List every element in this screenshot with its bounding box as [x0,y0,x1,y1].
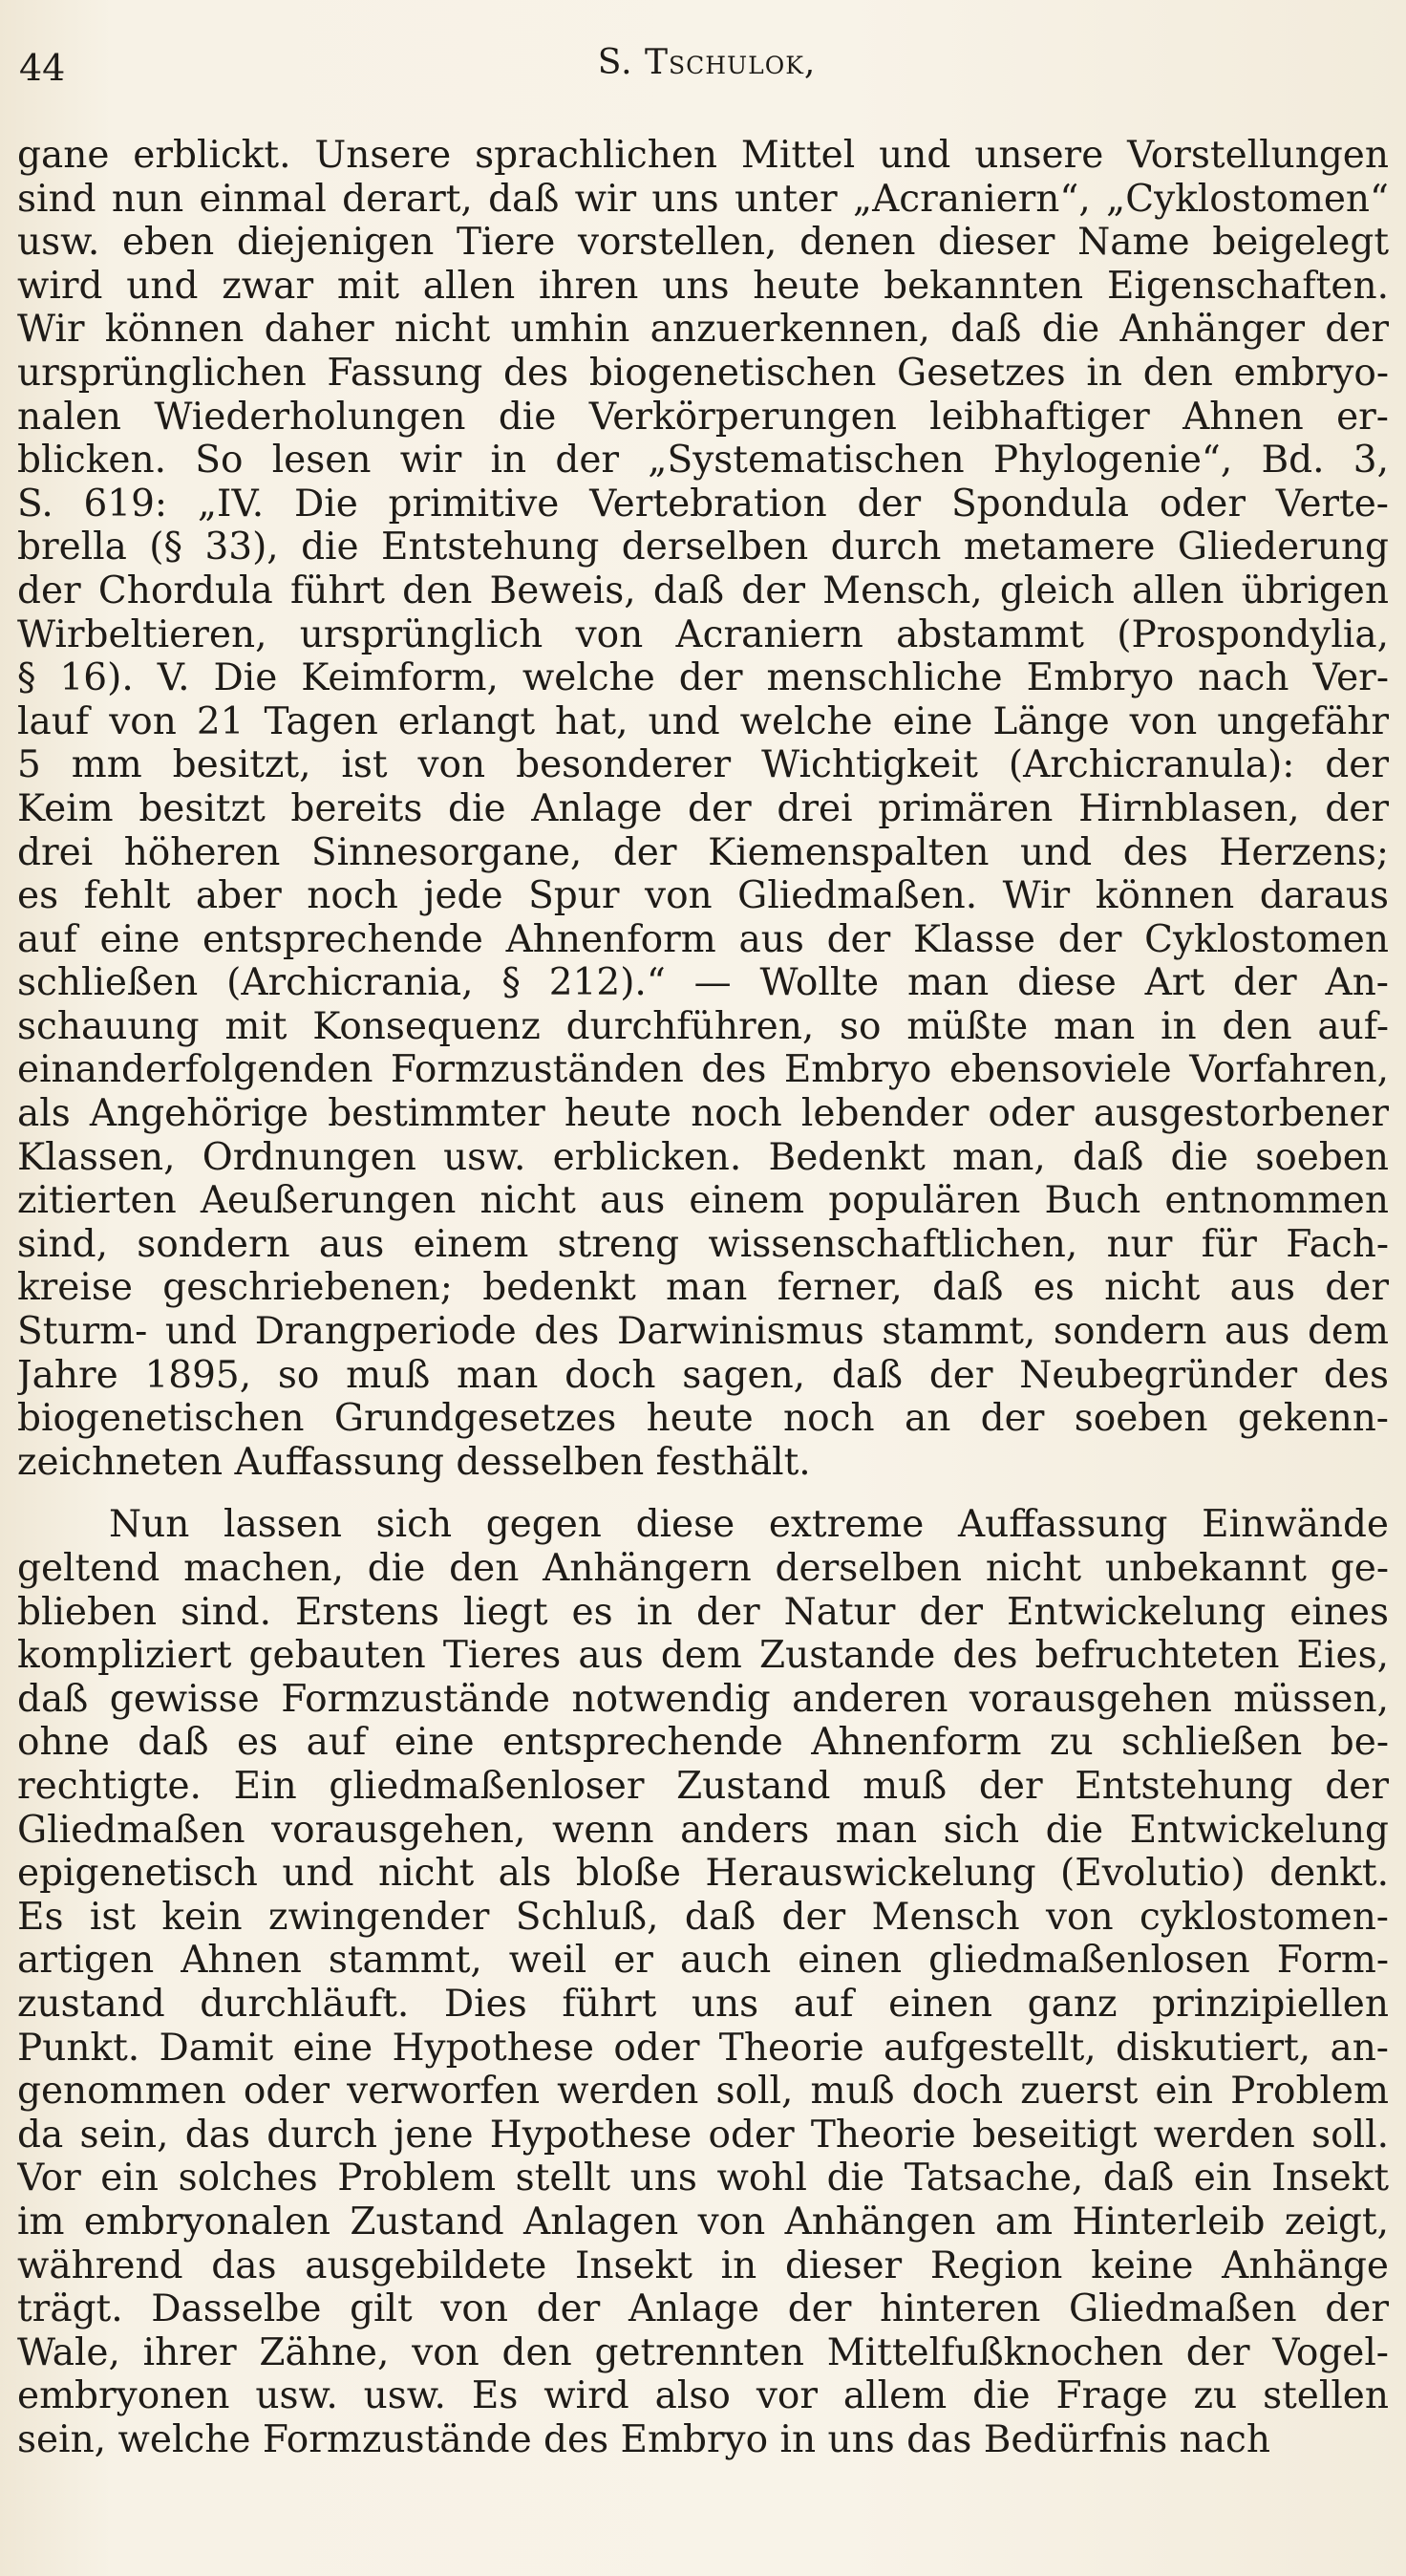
text-line: usw. eben diejenigen Tiere vorstellen, denen dieser Name beigelegt [17,221,1389,265]
text-line: ohne daß es auf eine entsprechende Ahnenform zu schließen be- [17,1721,1389,1765]
text-line: 5 mm besitzt, ist von besonderer Wichtigkeit (Archicranula): der [17,743,1389,787]
text-line: § 16). V. Die Keimform, welche der menschliche Embryo nach Ver- [17,656,1389,700]
text-line: kreise geschriebenen; bedenkt man ferner, daß es nicht aus der [17,1266,1389,1310]
text-line: als Angehörige bestimmter heute noch lebender oder ausgestorbener [17,1092,1389,1136]
text-line: einanderfolgenden Formzuständen des Embryo ebensoviele Vorfahren, [17,1048,1389,1092]
text-line: lauf von 21 Tagen erlangt hat, und welche eine Länge von ungefähr [17,699,1389,743]
text-line: kompliziert gebauten Tieres aus dem Zustande des befruchteten Eies, [17,1634,1389,1678]
page-header [19,36,1395,94]
text-line: nalen Wiederholungen die Verkörperungen leibhaftiger Ahnen er- [17,395,1389,439]
text-line: Klassen, Ordnungen usw. erblicken. Bedenkt man, daß die soeben [17,1135,1389,1179]
text-line: sind, sondern aus einem streng wissenschaftlichen, nur für Fach- [17,1222,1389,1266]
text-line: Keim besitzt bereits die Anlage der drei primären Hirnblasen, der [17,786,1389,830]
text-line: gane erblickt. Unsere sprachlichen Mittel und unsere Vorstellungen [17,134,1389,177]
running-head: S. Tschulok, [597,43,817,82]
text-line: genommen oder verworfen werden soll, muß doch zuerst ein Problem [17,2070,1389,2114]
text-line: trägt. Dasselbe gilt von der Anlage der hinteren Gliedmaßen der [17,2287,1389,2331]
text-line: Wirbeltieren, ursprünglich von Acraniern abstammt (Prospondylia, [17,612,1389,656]
text-line: drei höheren Sinnesorgane, der Kiemenspalten und des Herzens; [17,830,1389,874]
text-line: rechtigte. Ein gliedmaßenloser Zustand muß der Entstehung der [17,1764,1389,1808]
text-line: es fehlt aber noch jede Spur von Gliedmaßen. Wir können daraus [17,874,1389,918]
text-line: Sturm- und Drangperiode des Darwinismus stammt, sondern aus dem [17,1310,1389,1354]
text-line: zustand durchläuft. Dies führt uns auf einen ganz prinzipiellen [17,1982,1389,2026]
text-line: zeichneten Auffassung desselben festhält. [17,1440,811,1484]
text-line: wird und zwar mit allen ihren uns heute bekannten Eigenschaften. [17,264,1389,308]
text-line: Es ist kein zwingender Schluß, daß der Mensch von cyklostomen- [17,1895,1389,1939]
text-line: artigen Ahnen stammt, weil er auch einen gliedmaßenlosen Form- [17,1939,1389,1983]
paragraph-gap [17,1484,1389,1503]
text-line: Vor ein solches Problem stellt uns wohl die Tatsache, daß ein Insekt [17,2157,1389,2200]
text-line: biogenetischen Grundgesetzes heute noch an der soeben gekenn- [17,1397,1389,1441]
text-line: Punkt. Damit eine Hypothese oder Theorie aufgestellt, diskutiert, an- [17,2026,1389,2070]
text-line: Gliedmaßen vorausgehen, wenn anders man sich die Entwickelung [17,1808,1389,1852]
text-line: auf eine entsprechende Ahnenform aus der Klasse der Cyklostomen [17,917,1389,961]
text-line: embryonen usw. usw. Es wird also vor allem die Frage zu stellen [17,2374,1389,2418]
text-line: ursprünglichen Fassung des biogenetischen Gesetzes in den embryo- [17,351,1389,395]
text-line: brella (§ 33), die Entstehung derselben durch metamere Gliederung [17,526,1389,569]
text-line: epigenetisch und nicht als bloße Herauswickelung (Evolutio) denkt. [17,1852,1389,1896]
text-line: Nun lassen sich gegen diese extreme Auffassung Einwände [109,1503,1389,1547]
text-line: da sein, das durch jene Hypothese oder Theorie beseitigt werden soll. [17,2113,1389,2157]
text-line: Wale, ihrer Zähne, von den getrennten Mittelfußknochen der Vogel- [17,2330,1389,2374]
body-text [17,134,1389,2461]
text-line: blieben sind. Erstens liegt es in der Natur der Entwickelung eines [17,1590,1389,1634]
text-line: im embryonalen Zustand Anlagen von Anhängen am Hinterleib zeigt, [17,2200,1389,2243]
text-line: sein, welche Formzustände des Embryo in uns das Bedürfnis nach [17,2417,1270,2461]
text-line: schließen (Archicrania, § 212).“ — Wollte man diese Art der An- [17,961,1389,1005]
text-line: zitierten Aeußerungen nicht aus einem populären Buch entnommen [17,1179,1389,1223]
text-line: Jahre 1895, so muß man doch sagen, daß der Neubegründer des [17,1353,1389,1397]
text-line: sind nun einmal derart, daß wir uns unter „Acraniern“, „Cyklostomen“ [17,177,1389,221]
text-line: S. 619: „IV. Die primitive Vertebration der Spondula oder Verte- [17,482,1389,526]
text-line: während das ausgebildete Insekt in dieser Region keine Anhänge [17,2243,1389,2287]
text-line: geltend machen, die den Anhängern derselben nicht unbekannt ge- [17,1547,1389,1590]
text-line: Wir können daher nicht umhin anzuerkennen, daß die Anhänger der [17,308,1389,352]
paragraph [17,134,1389,1484]
text-line: blicken. So lesen wir in der „Systematischen Phylogenie“, Bd. 3, [17,439,1389,483]
text-line: schauung mit Konsequenz durchführen, so müßte man in den auf- [17,1004,1389,1048]
text-line: der Chordula führt den Beweis, daß der Mensch, gleich allen übrigen [17,569,1389,612]
paragraph [17,1503,1389,2461]
page-number: 44 [19,47,66,89]
text-line: daß gewisse Formzustände notwendig anderen vorausgehen müssen, [17,1677,1389,1721]
